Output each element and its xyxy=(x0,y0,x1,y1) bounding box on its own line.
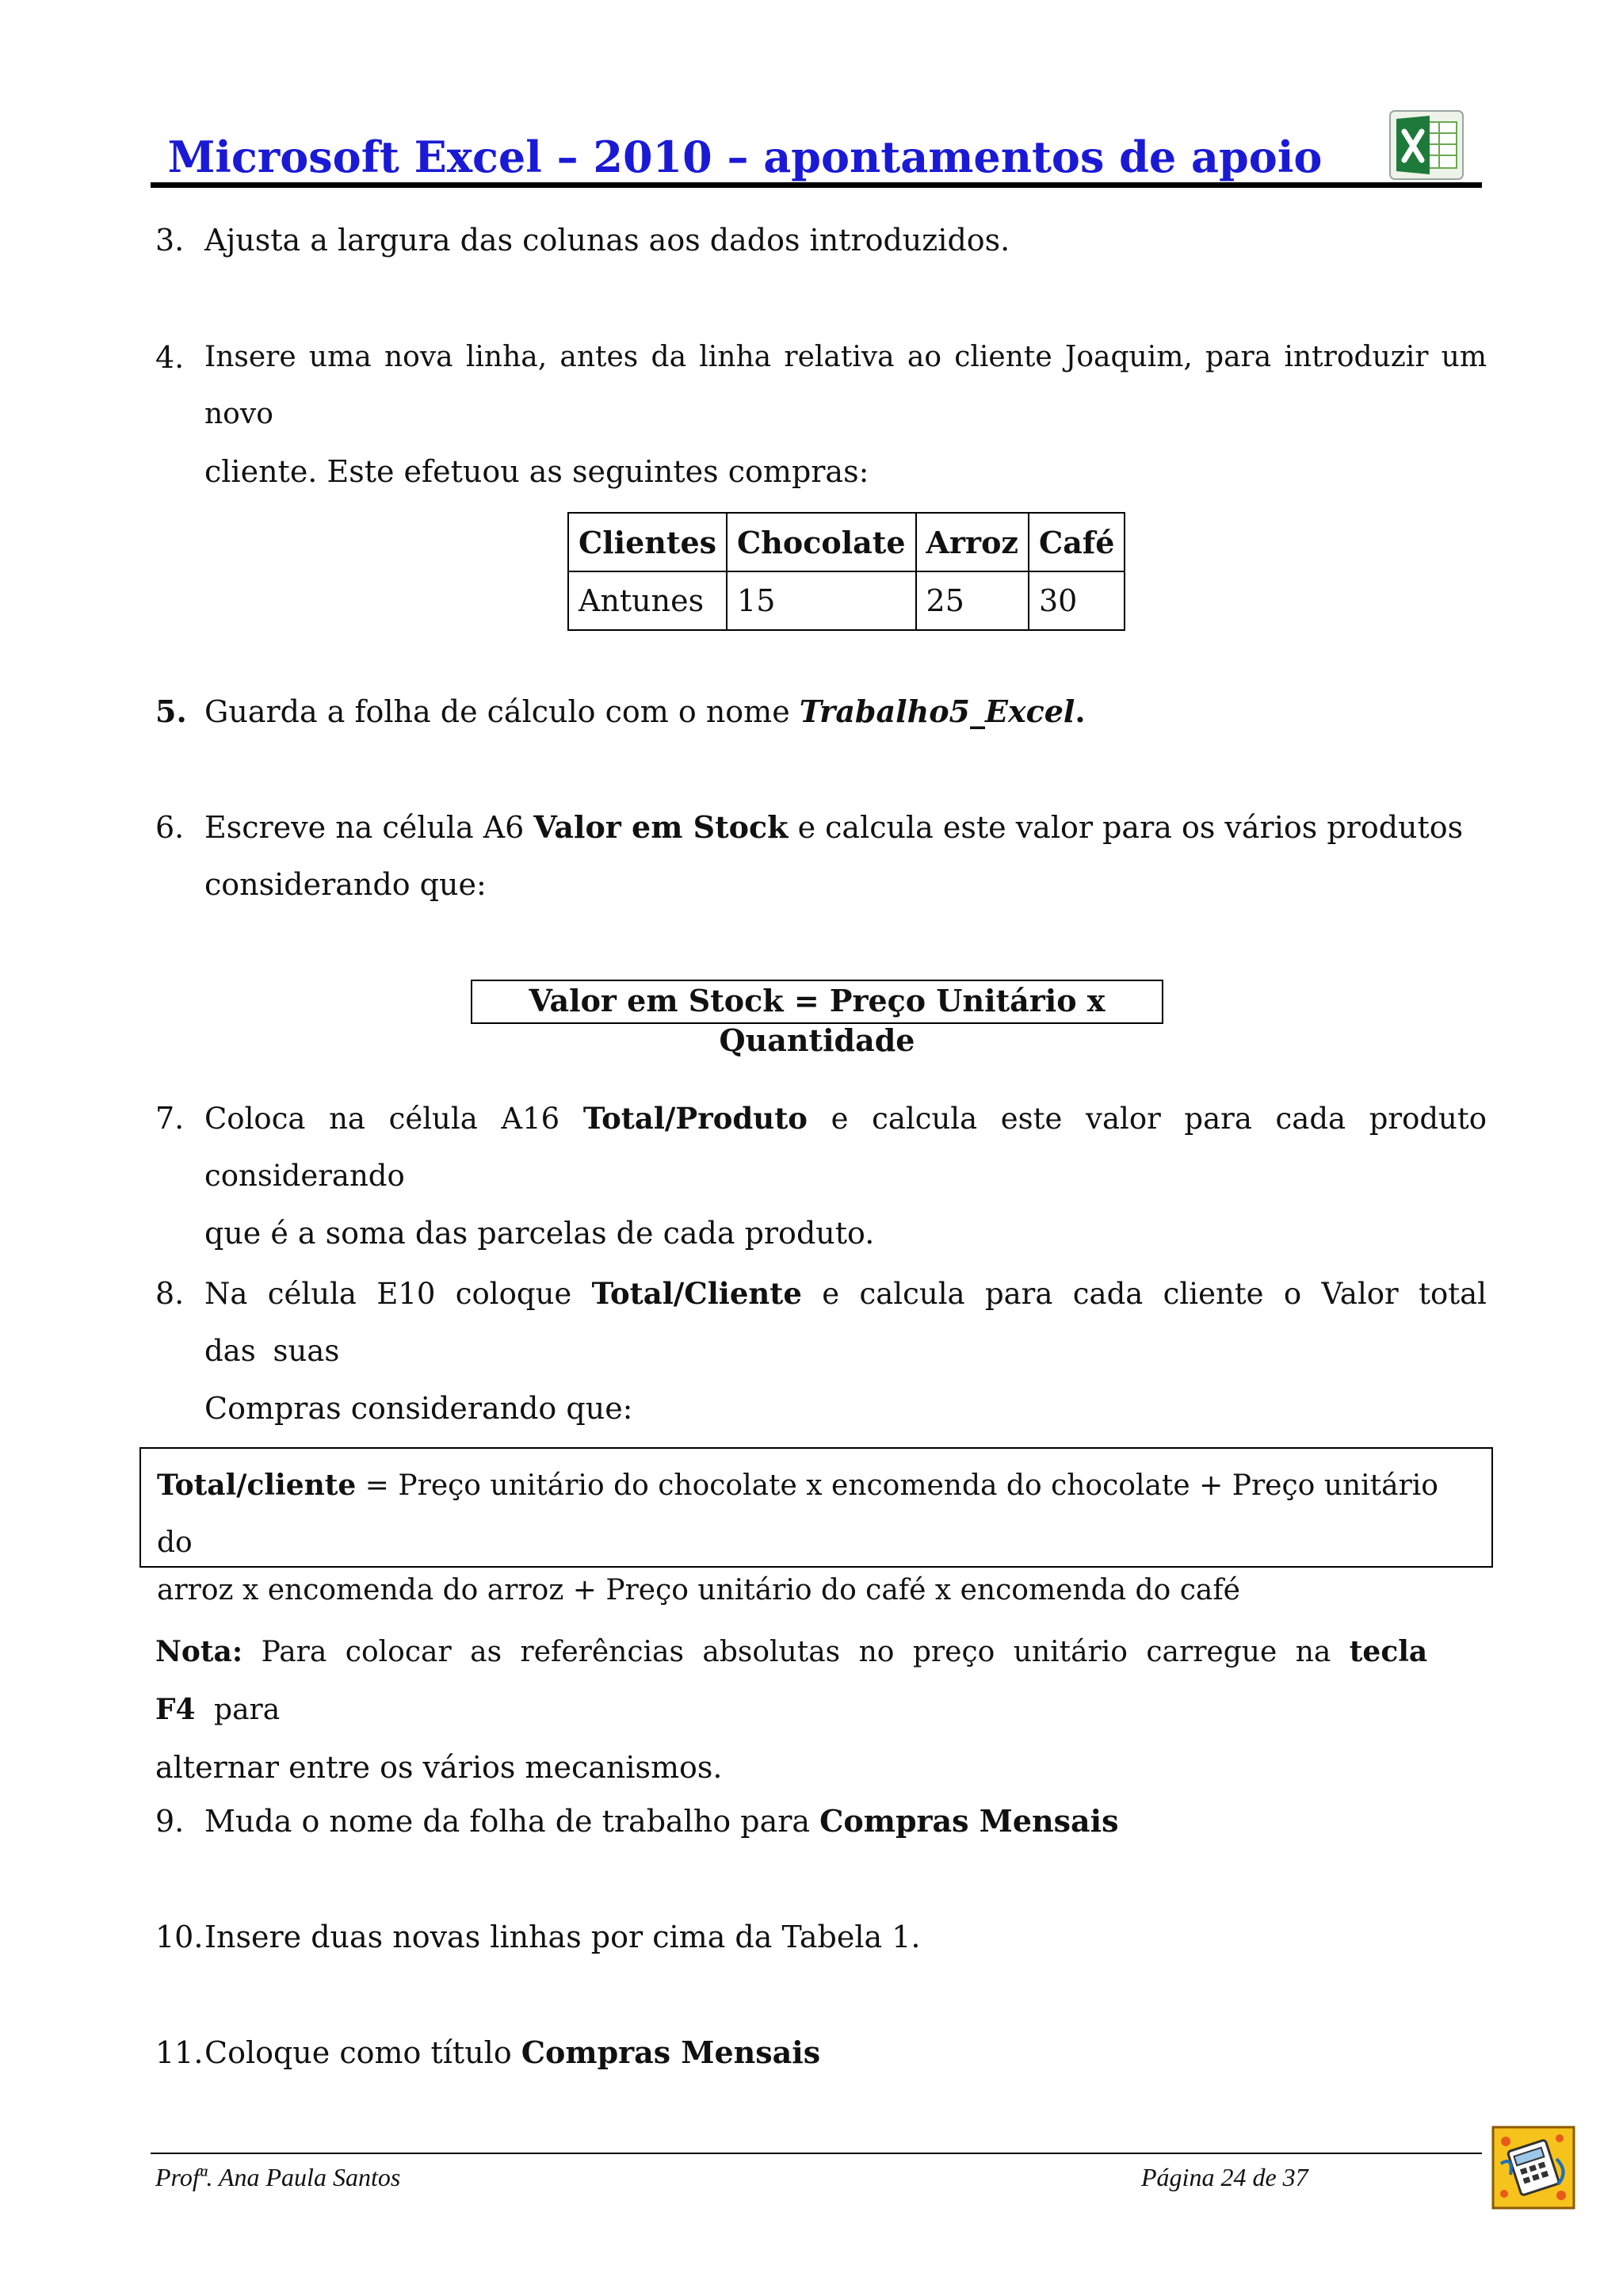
note-text-pre: Para colocar as referências absolutas no preço unitário carregue na xyxy=(242,1636,1350,1668)
file-name: Trabalho5_Excel xyxy=(799,693,1075,729)
item-text-pre: Muda o nome da folha de trabalho para xyxy=(204,1804,820,1839)
list-item-5 xyxy=(155,683,1487,740)
item-text-bold: Compras Mensais xyxy=(521,2034,821,2070)
item-text-pre: Guarda a folha de cálculo com o nome xyxy=(204,694,800,729)
item-text xyxy=(204,2024,1487,2081)
item-number: 6. xyxy=(155,810,185,845)
item-number: 9. xyxy=(155,1804,185,1839)
page-header-title: Microsoft Excel – 2010 – apontamentos de apoio xyxy=(167,132,1323,182)
note-line-2: alternar entre os vários mecanismos. xyxy=(155,1750,723,1785)
item-text-line-2: considerando que: xyxy=(204,867,487,902)
item-text xyxy=(204,1793,1487,1850)
item-text: Ajusta a largura das colunas aos dados introduzidos. xyxy=(204,223,1010,258)
list-item-6 xyxy=(155,799,1487,913)
table-cell: 15 xyxy=(727,571,916,630)
item-number: 7. xyxy=(155,1101,185,1136)
table-header-cell: Arroz xyxy=(916,513,1029,571)
list-item-4 xyxy=(155,329,1487,500)
item-text-line-2: que é a soma das parcelas de cada produto. xyxy=(204,1216,875,1251)
excel-logo-icon xyxy=(1388,109,1465,181)
office-clipart-icon xyxy=(1490,2124,1577,2211)
formula-box: Valor em Stock = Preço Unitário x Quantidade xyxy=(471,980,1163,1024)
table-cell: 25 xyxy=(916,571,1029,630)
item-number: 10. xyxy=(155,1920,204,1954)
list-item-7 xyxy=(155,1090,1487,1262)
table-header-cell: Chocolate xyxy=(727,513,916,571)
purchases-table xyxy=(567,512,1125,631)
table-header-row xyxy=(568,513,1125,571)
item-text-pre: Coloca na célula A16 xyxy=(204,1102,583,1136)
list-item-10 xyxy=(155,1908,1487,1966)
item-text-bold: Compras Mensais xyxy=(819,1803,1119,1839)
footer-page-number: Página 24 de 37 xyxy=(1141,2163,1308,2191)
definition-text: = Preço unitário do chocolate x encomenda do chocolate + Preço unitário do xyxy=(157,1469,1438,1559)
item-number: 3. xyxy=(155,223,185,258)
definition-line-1 xyxy=(157,1457,1476,1572)
table-header-cell: Café xyxy=(1029,513,1125,571)
item-text: Insere duas novas linhas por cima da Tabela 1. xyxy=(204,1920,921,1954)
list-item-9 xyxy=(155,1793,1487,1850)
item-text-post: e calcula este valor para os vários produtos xyxy=(788,810,1464,845)
item-number: 4. xyxy=(155,340,185,375)
note-key: tecla F4 xyxy=(155,1635,1428,1726)
item-text-line-1 xyxy=(204,1090,1487,1205)
item-text-post: e calcula para cada cliente o Valor total das suas xyxy=(204,1277,1487,1368)
item-text-pre: Escreve na célula A6 xyxy=(204,810,534,845)
table-header-cell: Clientes xyxy=(568,513,727,571)
note-label: Nota: xyxy=(155,1635,243,1668)
table-cell: 30 xyxy=(1029,571,1125,630)
note-text-post: para xyxy=(195,1694,281,1726)
note-paragraph xyxy=(155,1623,1487,1796)
definition-term: Total/cliente xyxy=(157,1469,357,1502)
item-number: 8. xyxy=(155,1276,185,1311)
item-text-bold: Total/Cliente xyxy=(591,1276,802,1311)
item-text-line-1: Insere uma nova linha, antes da linha relativa ao cliente Joaquim, para introduzir um novo xyxy=(204,341,1487,430)
item-text xyxy=(204,683,1487,740)
item-text-line-2: cliente. Este efetuou as seguintes compras: xyxy=(204,454,869,489)
item-text-post: e calcula este valor para cada produto considerando xyxy=(204,1102,1487,1193)
item-text-post: . xyxy=(1075,693,1086,729)
item-text-pre: Coloque como título xyxy=(204,2035,521,2070)
item-text-line-1 xyxy=(204,1265,1487,1380)
definition-line-2: arroz x encomenda do arroz + Preço unitário do café x encomenda do café xyxy=(157,1574,1240,1606)
list-item-11 xyxy=(155,2024,1487,2081)
item-text-line-1 xyxy=(204,799,1487,856)
header-rule xyxy=(151,182,1482,188)
item-text-bold: Total/Produto xyxy=(582,1101,808,1136)
item-text-bold: Valor em Stock xyxy=(533,809,789,845)
list-item-8 xyxy=(155,1265,1487,1437)
table-row xyxy=(568,571,1125,630)
table-cell: Antunes xyxy=(568,571,727,630)
item-number: 5. xyxy=(155,693,187,729)
total-cliente-definition-box xyxy=(139,1447,1493,1606)
list-item-3 xyxy=(155,212,1487,269)
item-number: 11. xyxy=(155,2035,204,2070)
item-text-pre: Na célula E10 coloque xyxy=(204,1277,592,1311)
item-text-line-2: Compras considerando que: xyxy=(204,1391,633,1426)
note-line-1 xyxy=(155,1623,1487,1739)
footer-rule xyxy=(151,2153,1482,2154)
footer-author: Profª. Ana Paula Santos xyxy=(155,2163,401,2191)
